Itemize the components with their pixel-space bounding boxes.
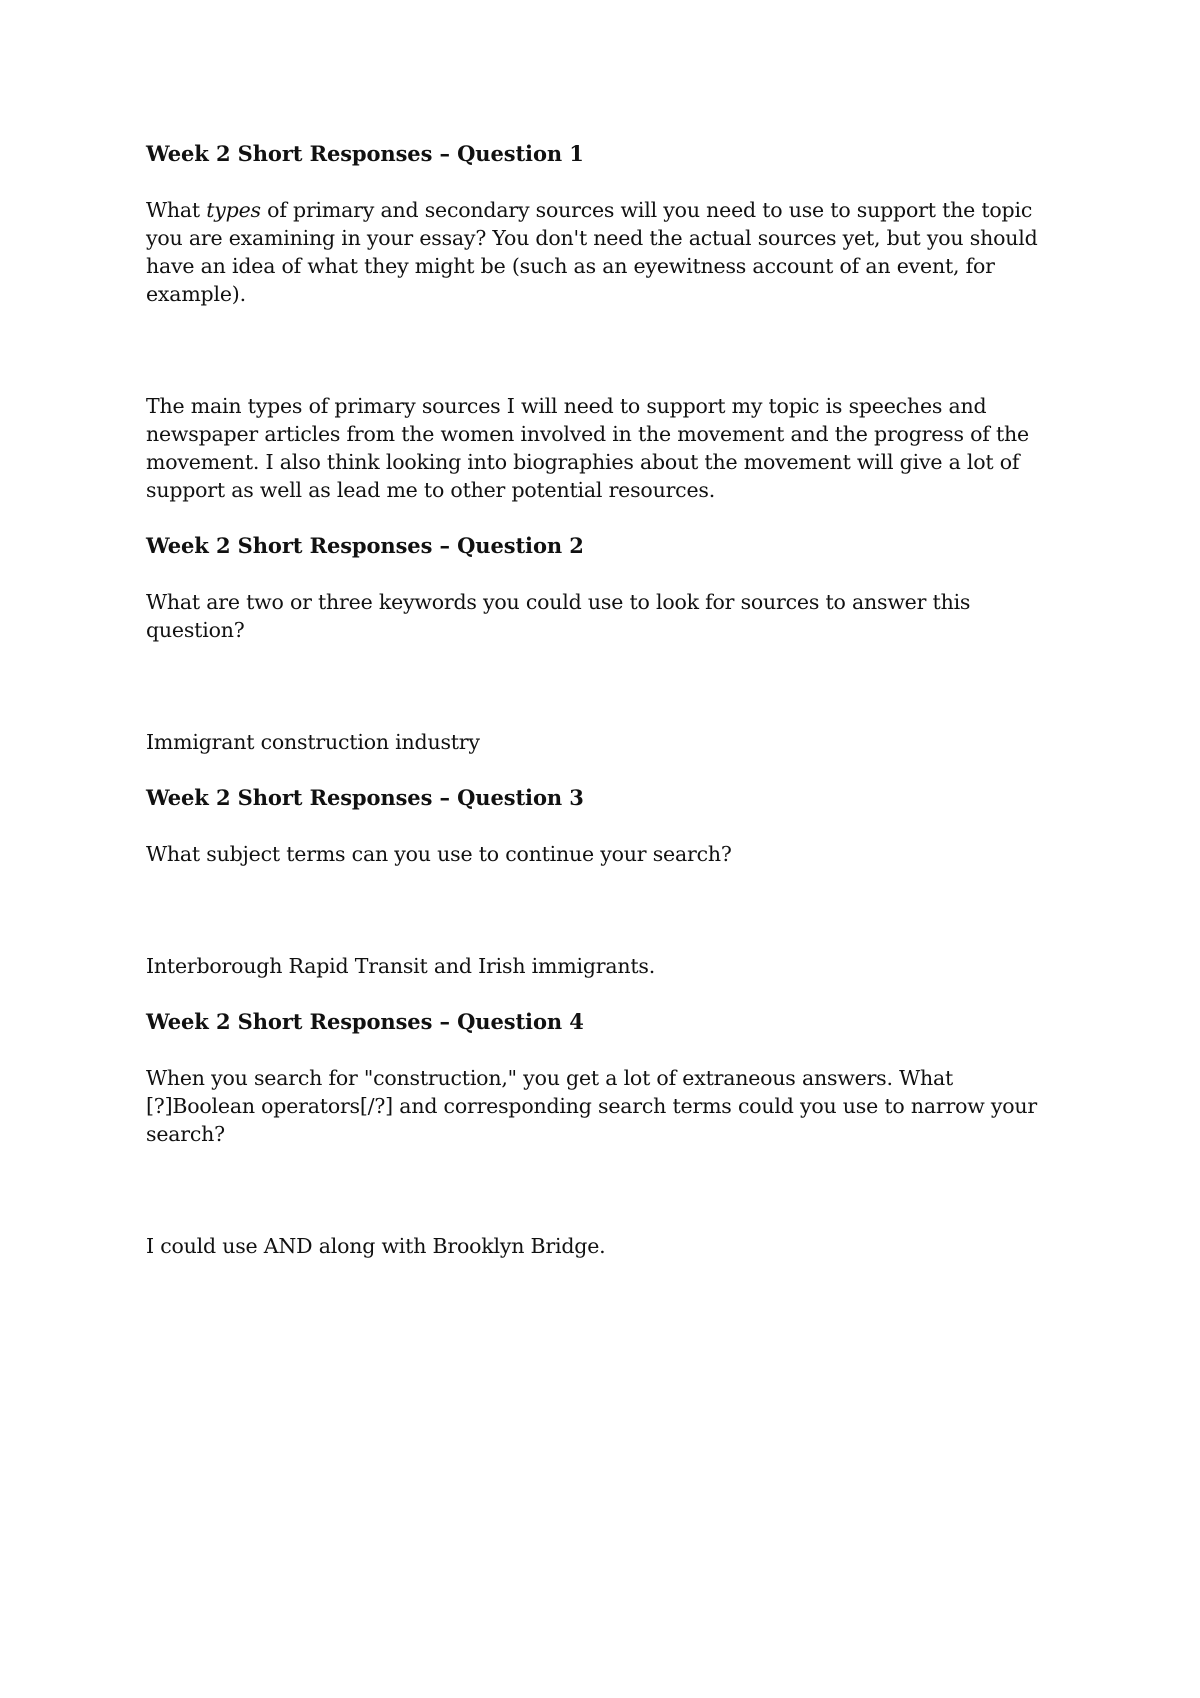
question-heading: Week 2 Short Responses – Question 3 [146, 785, 584, 810]
question-text: What subject terms can you use to continue your search? [146, 842, 732, 866]
question-text: What types of primary and secondary sources will you need to use to support the topic you are examining in your essay? You don't need the actual sources yet, but you should have an idea of what they might be (such as an eyewitness account of an event, for example). [146, 198, 1038, 306]
answer-text: I could use AND along with Brooklyn Bridge. [146, 1234, 606, 1258]
answer-text: Interborough Rapid Transit and Irish immigrants. [146, 954, 656, 978]
question-text: When you search for "construction," you get a lot of extraneous answers. What [?]Boolean operators[/?] and corresponding search terms could you use to narrow your search? [146, 1066, 1038, 1146]
question-section-1 [146, 140, 1066, 532]
answer-text: The main types of primary sources I will need to support my topic is speeches and newspaper articles from the women involved in the movement and the progress of the movement. I also think looking into biographies about the movement will give a lot of support as well as lead me to other potential resources. [146, 394, 1029, 502]
question-text: What are two or three keywords you could use to look for sources to answer this question? [146, 590, 971, 642]
question-section-4 [146, 1008, 1066, 1260]
question-section-3 [146, 784, 1066, 1008]
emphasized-word: types [206, 198, 261, 222]
answer-text: Immigrant construction industry [146, 730, 480, 754]
question-heading: Week 2 Short Responses – Question 1 [146, 141, 584, 166]
question-heading: Week 2 Short Responses – Question 2 [146, 533, 584, 558]
question-heading: Week 2 Short Responses – Question 4 [146, 1009, 584, 1034]
document-page [146, 140, 1066, 1260]
question-section-2 [146, 532, 1066, 784]
